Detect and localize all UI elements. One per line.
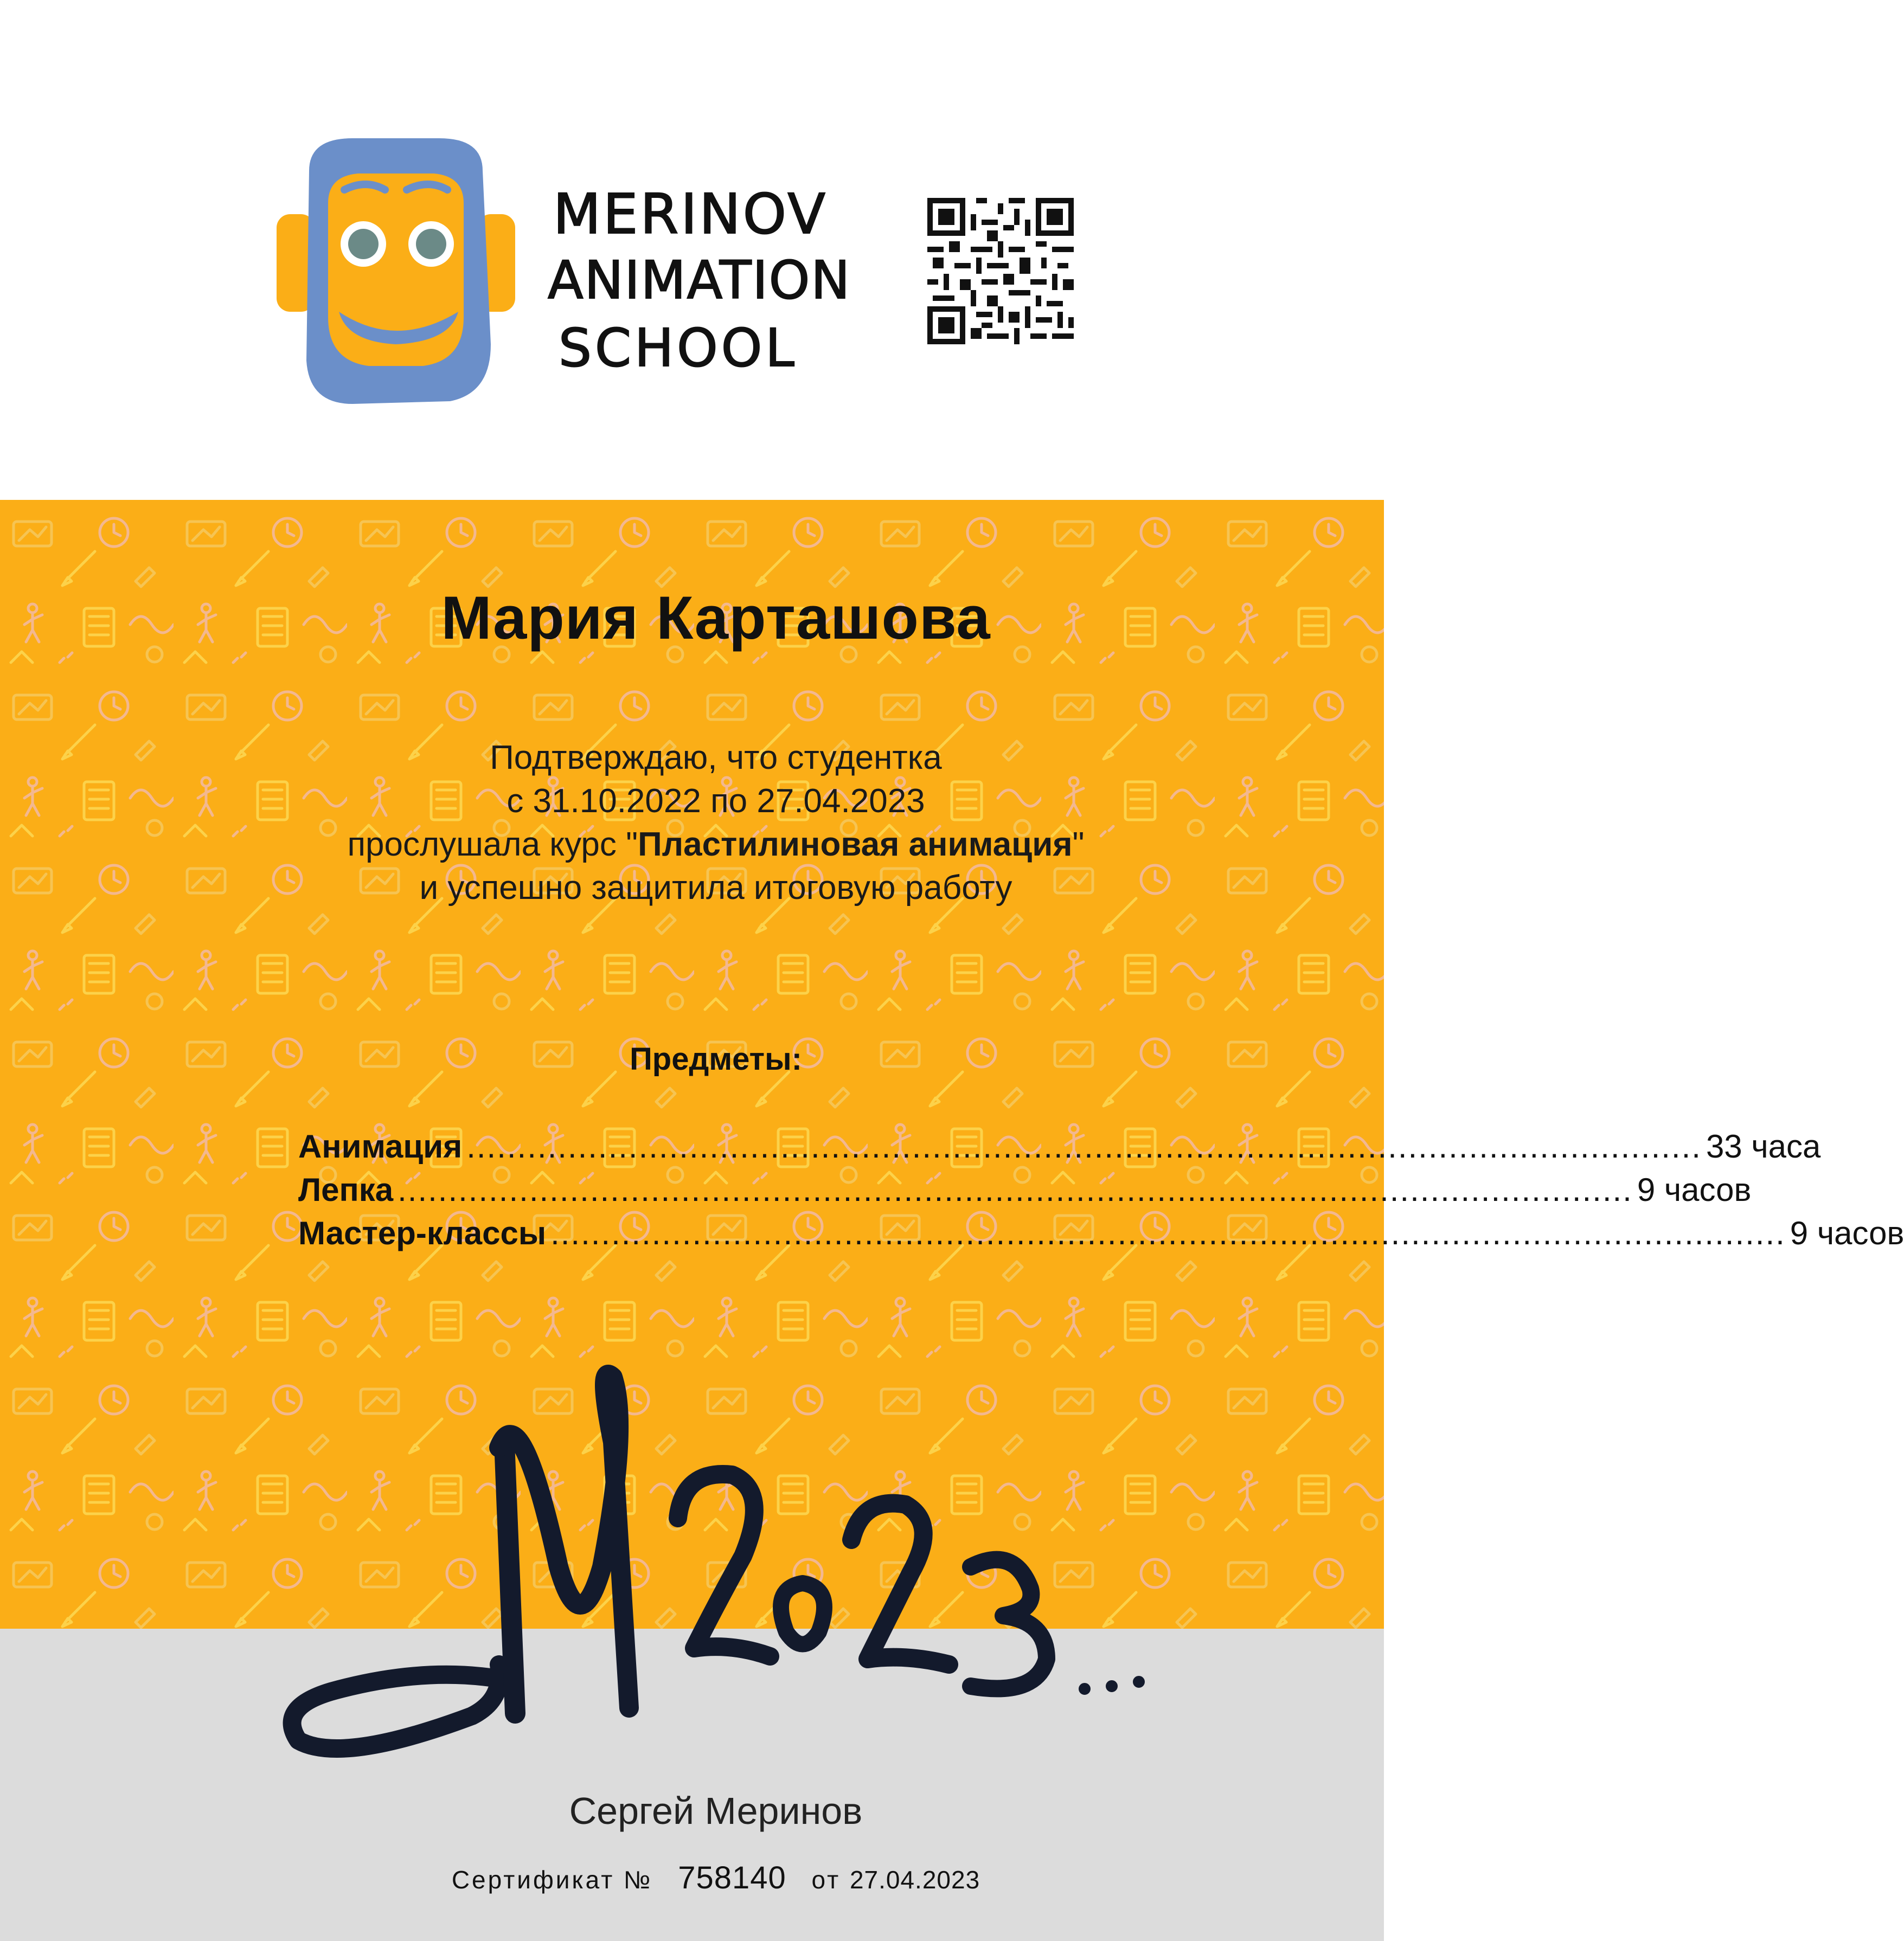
subject-name: Лепка [298, 1172, 394, 1208]
header [0, 0, 1384, 500]
svg-text:SCHOOL: SCHOOL [559, 318, 798, 378]
certificate-number: 758140 [678, 1860, 786, 1895]
signature-icon [266, 1361, 1188, 1773]
subject-name: Анимация [298, 1128, 463, 1165]
qr-code-icon [927, 198, 1074, 344]
svg-text:MERINOV: MERINOV [553, 182, 828, 247]
subject-hours: 33 часа [1706, 1128, 1821, 1165]
confirmation-line: Подтверждаю, что студентка [490, 739, 942, 776]
student-name: Мария Карташова [441, 584, 991, 652]
course-line [0, 823, 1432, 866]
certificate-label: Сертификат № [451, 1866, 653, 1894]
robot-face-logo-icon [277, 138, 515, 409]
svg-text:ANIMATION: ANIMATION [548, 250, 851, 311]
dot-leader: .......................................................................................................................... [466, 1128, 1702, 1165]
signer-name: Сергей Меринов [569, 1790, 863, 1832]
subject-row [298, 1128, 1821, 1171]
course-dates: с 31.10.2022 по 27.04.2023 [507, 782, 925, 820]
subject-row [298, 1214, 1904, 1258]
defense-line: и успешно защитила итоговую работу [419, 869, 1012, 907]
subjects-title: Предметы: [630, 1042, 802, 1077]
date-prefix: от [811, 1866, 841, 1894]
course-prefix: прослушала курс " [347, 826, 638, 863]
course-suffix: " [1072, 826, 1085, 863]
school-logo-wordmark [548, 179, 884, 380]
subject-hours: 9 часов [1637, 1172, 1752, 1208]
dot-leader: .......................................................................................................................... [398, 1172, 1633, 1208]
dot-leader: .......................................................................................................................... [550, 1215, 1786, 1251]
subject-hours: 9 часов [1790, 1215, 1904, 1251]
course-name: Пластилиновая анимация [638, 826, 1073, 863]
issue-date: 27.04.2023 [849, 1866, 980, 1894]
subjects-list [298, 1128, 1904, 1258]
certificate-number-line [0, 1860, 1432, 1896]
confirmation-text [0, 736, 1432, 910]
subject-name: Мастер-классы [298, 1215, 547, 1251]
subject-row [298, 1171, 1752, 1214]
